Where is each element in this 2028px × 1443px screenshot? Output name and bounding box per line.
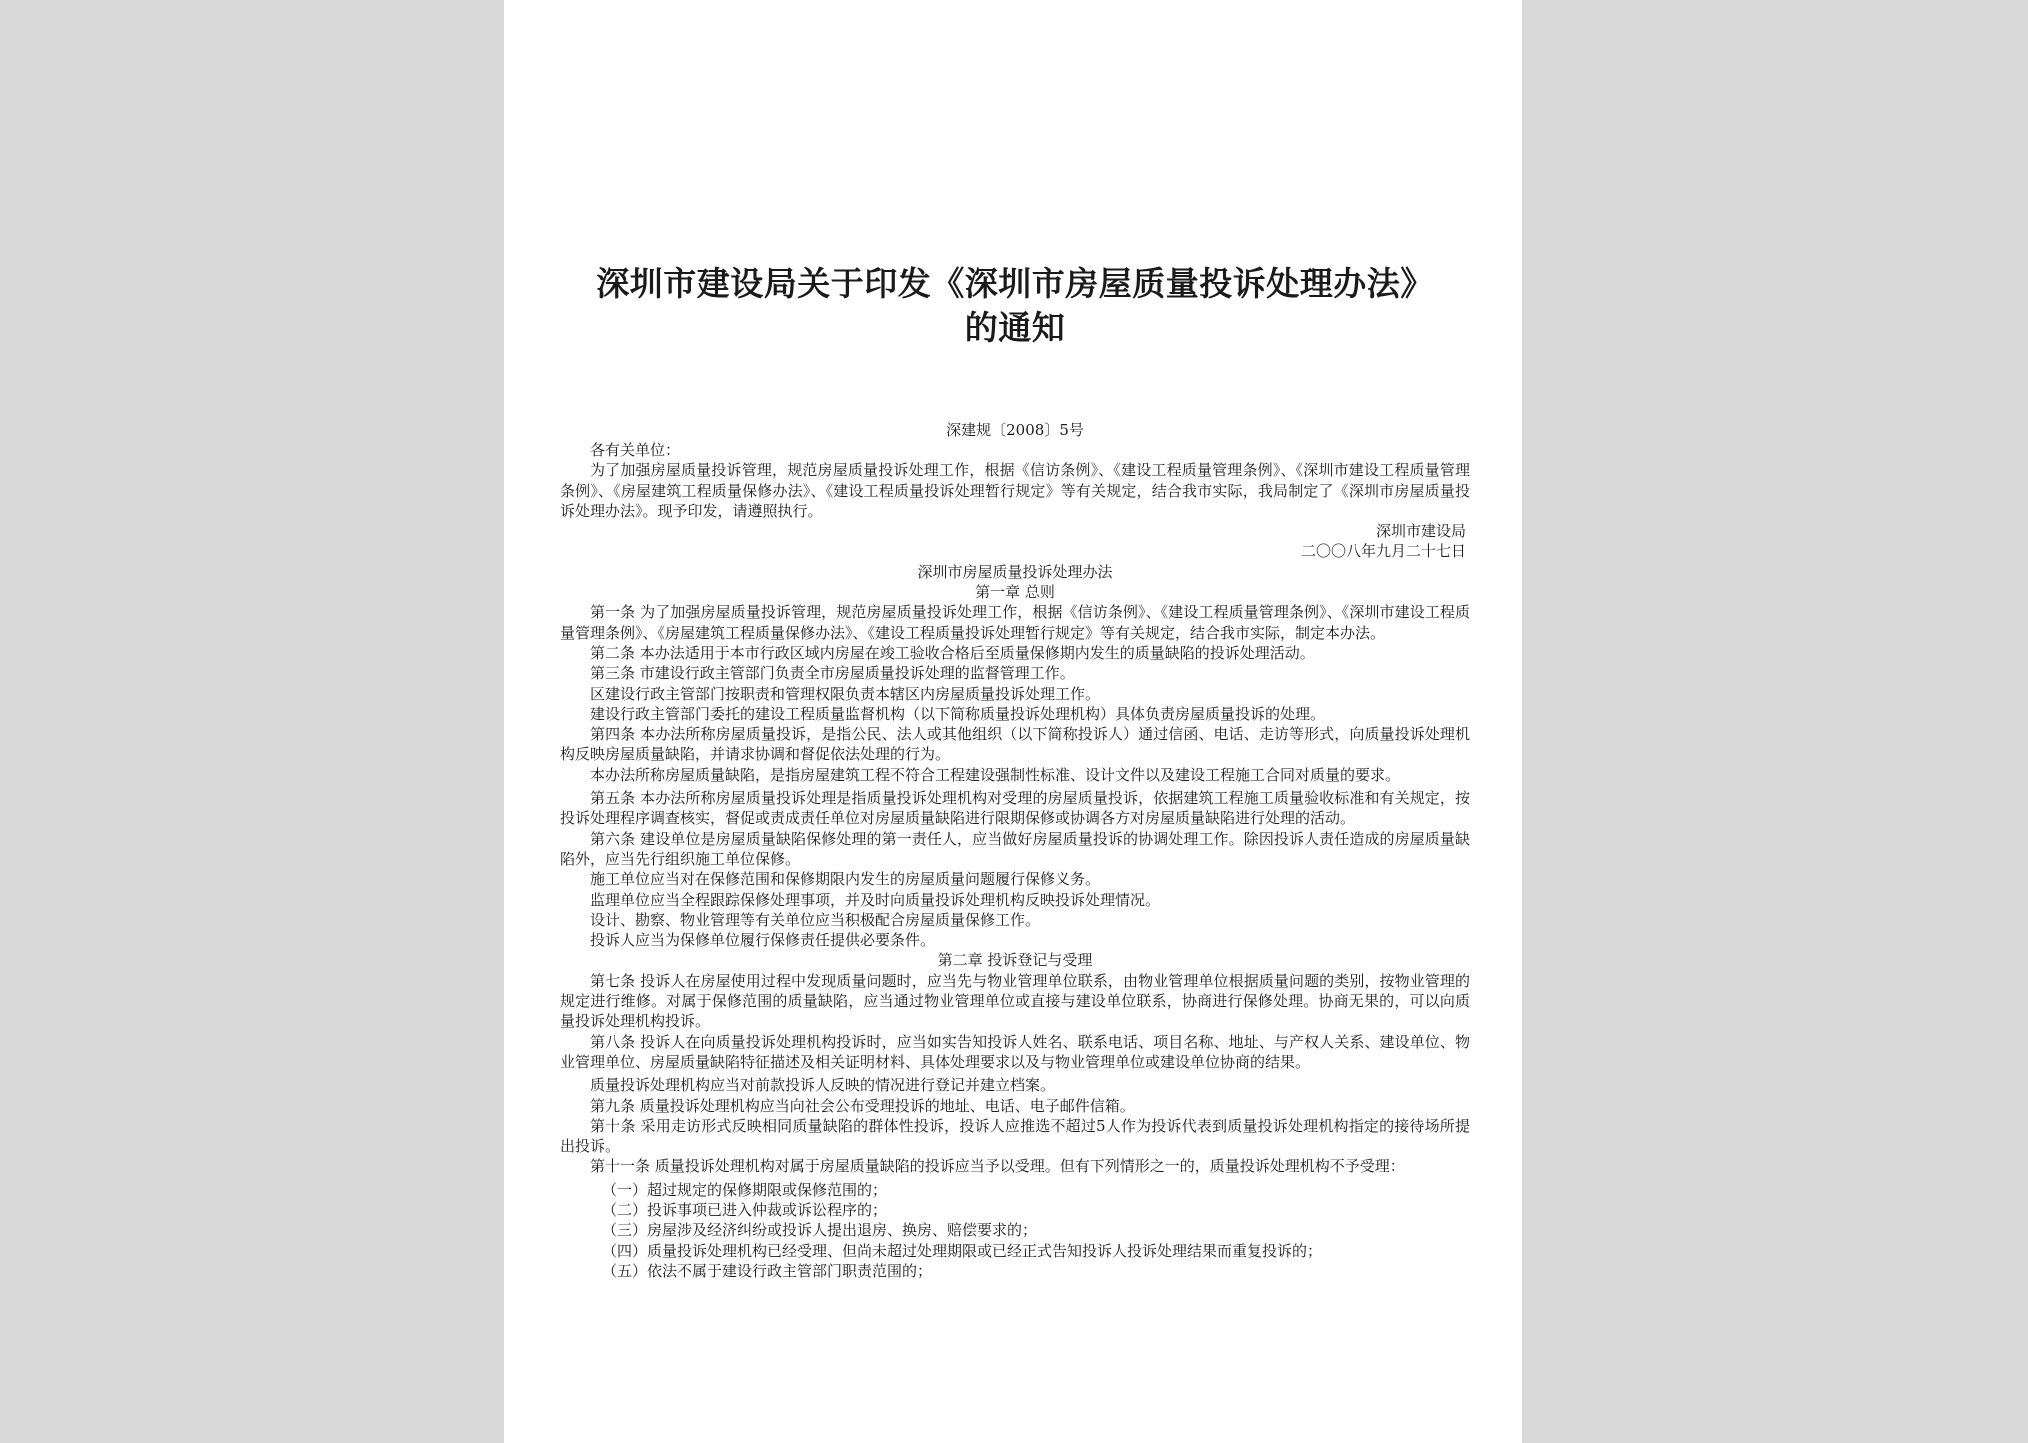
chapter-2-paragraph: 第十条 采用走访形式反映相同质量缺陷的群体性投诉，投诉人应推选不超过5人作为投诉代表到质量投诉处理机构指定的接待场所提出投诉。 <box>560 1116 1470 1156</box>
chapter-1-paragraph: 第三条 市建设行政主管部门负责全市房屋质量投诉处理的监督管理工作。 <box>590 664 1075 683</box>
chapter-1-paragraph: 建设行政主管部门委托的建设工程质量监督机构（以下简称质量投诉处理机构）具体负责房屋质量投诉的处理。 <box>590 704 1326 723</box>
salutation: 各有关单位： <box>590 441 681 459</box>
chapter-1-paragraph: 设计、勘察、物业管理等有关单位应当积极配合房屋质量保修工作。 <box>590 910 1041 929</box>
chapter-2-title: 第二章 投诉登记与受理 <box>937 951 1093 970</box>
issuer: 深圳市建设局 <box>1375 522 1466 541</box>
chapter-1-paragraph: 第六条 建设单位是房屋质量缺陷保修处理的第一责任人，应当做好房屋质量投诉的协调处理工作。除因投诉人责任造成的房屋质量缺陷外，应当先行组织施工单位保修。 <box>560 829 1470 868</box>
list-item: （三）房屋涉及经济纠纷或投诉人提出退房、换房、赔偿要求的； <box>602 1221 1038 1240</box>
document-content <box>560 262 1470 1281</box>
chapter-2-paragraph: 质量投诉处理机构应当对前款投诉人反映的情况进行登记并建立档案。 <box>590 1076 1056 1095</box>
list-item: （一）超过规定的保修期限或保修范围的； <box>602 1180 888 1199</box>
chapter-1-paragraph: 第二条 本办法适用于本市行政区域内房屋在竣工验收合格后至质量保修期内发生的质量缺陷的投诉处理活动。 <box>590 643 1315 662</box>
chapter-1-paragraph: 区建设行政主管部门按职责和管理权限负责本辖区内房屋质量投诉处理工作。 <box>590 684 1101 703</box>
chapter-2-paragraph: 第七条 投诉人在房屋使用过程中发现质量问题时，应当先与物业管理单位联系，由物业管理单位根据质量问题的类别，按物业管理的规定进行维修。对属于保修范围的质量缺陷，应当通过物业管理单位或直接与建设单位联系，协商进行保修处理。协商无果的，可以向质量投诉处理机构投诉。 <box>560 971 1470 1031</box>
list-item: （四）质量投诉处理机构已经受理、但尚未超过处理期限或已经正式告知投诉人投诉处理结果而重复投诉的； <box>602 1241 1323 1260</box>
chapter-2-paragraph: 第八条 投诉人在向质量投诉处理机构投诉时，应当如实告知投诉人姓名、联系电话、项目名称、地址、与产权人关系、建设单位、物业管理单位、房屋质量缺陷特征描述及相关证明材料、具体处理要求以及与物业管理单位或建设单位协商的结果。 <box>560 1032 1470 1071</box>
document-title: 深圳市建设局关于印发《深圳市房屋质量投诉处理办法》的通知 <box>596 264 1434 347</box>
chapter-1-paragraph: 第四条 本办法所称房屋质量投诉，是指公民、法人或其他组织（以下简称投诉人）通过信函、电话、走访等形式，向质量投诉处理机构反映房屋质量缺陷，并请求协调和督促依法处理的行为。 <box>560 725 1470 764</box>
list-item: （二）投诉事项已进入仲裁或诉讼程序的； <box>602 1200 888 1219</box>
chapter-1-paragraph: 投诉人应当为保修单位履行保修责任提供必要条件。 <box>590 931 936 950</box>
document-page <box>504 0 1522 1443</box>
intro-paragraph: 为了加强房屋质量投诉管理，规范房屋质量投诉处理工作，根据《信访条例》、《建设工程质量管理条例》、《深圳市建设工程质量管理条例》、《房屋建筑工程质量保修办法》、《建设工程质量投诉处理暂行规定》等有关规定，结合我市实际，我局制定了《深圳市房屋质量投诉处理办法》。现予印发，请遵照执行。 <box>560 461 1470 520</box>
chapter-1-title: 第一章 总则 <box>975 583 1055 602</box>
document-number: 深建规〔2008〕5号 <box>946 421 1084 439</box>
issue-date: 二〇〇八年九月二十七日 <box>1300 542 1466 561</box>
chapter-1-paragraph: 监理单位应当全程跟踪保修处理事项，并及时向质量投诉处理机构反映投诉处理情况。 <box>590 890 1161 909</box>
chapter-2-paragraph: 第十一条 质量投诉处理机构对属于房屋质量缺陷的投诉应当予以受理。但有下列情形之一的，质量投诉处理机构不予受理： <box>590 1157 1405 1176</box>
measures-title: 深圳市房屋质量投诉处理办法 <box>917 562 1113 581</box>
chapter-1-paragraph: 第五条 本办法所称房屋质量投诉处理是指质量投诉处理机构对受理的房屋质量投诉，依据建筑工程施工质量验收标准和有关规定，按投诉处理程序调查核实，督促或责成责任单位对房屋质量缺陷进行限期保修或协调各方对房屋质量缺陷进行处理的活动。 <box>560 789 1470 828</box>
chapter-1-paragraph: 本办法所称房屋质量缺陷，是指房屋建筑工程不符合工程建设强制性标准、设计文件以及建设工程施工合同对质量的要求。 <box>590 765 1401 784</box>
chapter-1-paragraph: 施工单位应当对在保修范围和保修期限内发生的房屋质量问题履行保修义务。 <box>590 870 1101 889</box>
list-item: （五）依法不属于建设行政主管部门职责范围的； <box>602 1261 933 1280</box>
chapter-2-paragraph: 第九条 质量投诉处理机构应当向社会公布受理投诉的地址、电话、电子邮件信箱。 <box>590 1096 1135 1115</box>
chapter-1-paragraph: 第一条 为了加强房屋质量投诉管理，规范房屋质量投诉处理工作，根据《信访条例》、《建设工程质量管理条例》、《深圳市建设工程质量管理条例》、《房屋建筑工程质量保修办法》、《建设工程质量投诉处理暂行规定》等有关规定，结合我市实际，制定本办法。 <box>560 603 1470 642</box>
